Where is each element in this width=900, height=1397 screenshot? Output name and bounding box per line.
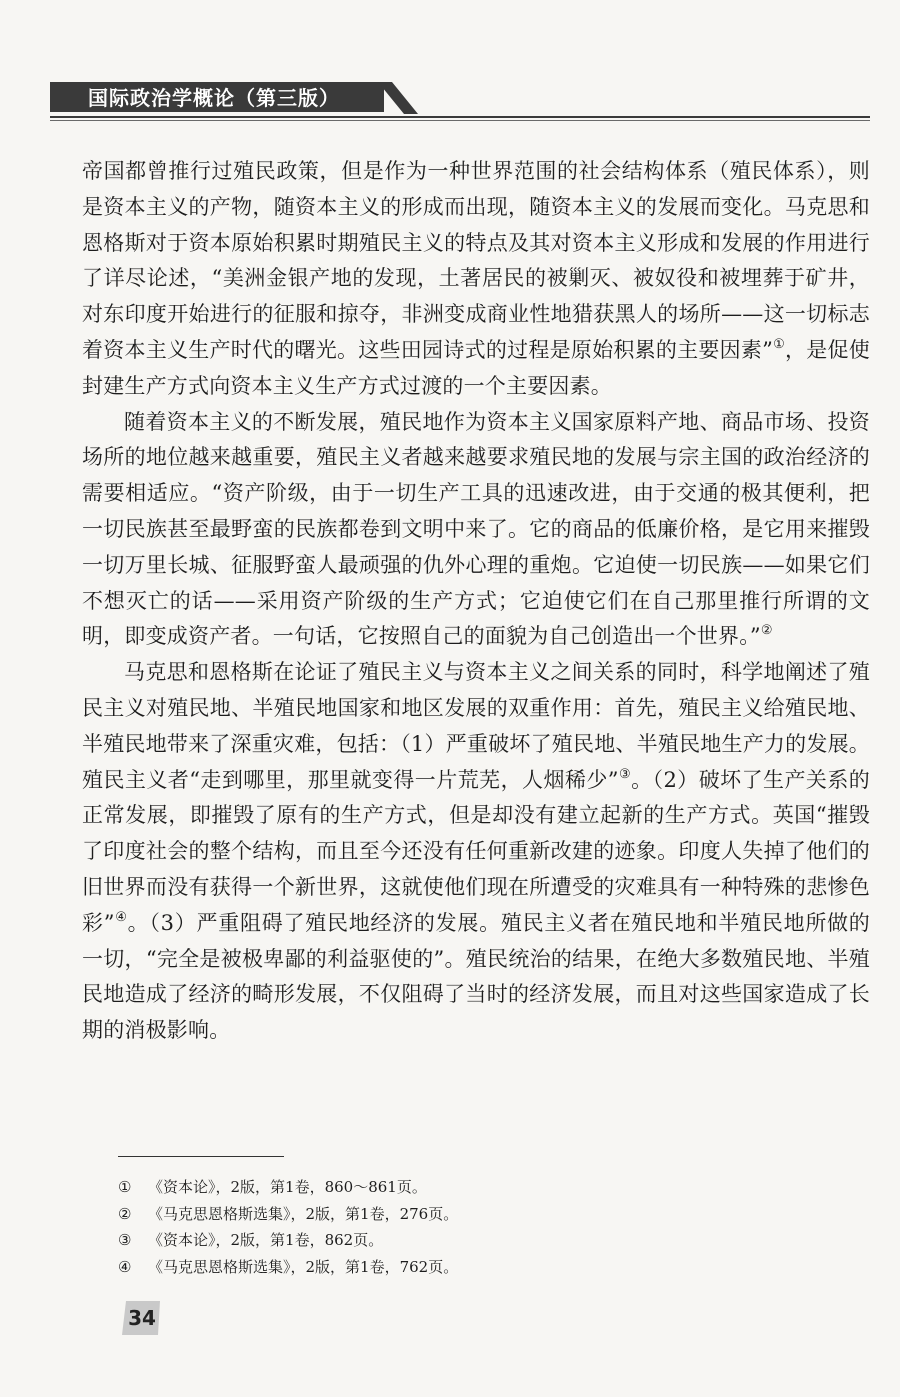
book-title: 国际政治学概论（第三版） xyxy=(88,86,340,110)
footnote-text: 《资本论》，2版，第1卷，860～861页。 xyxy=(148,1178,427,1196)
body-text xyxy=(82,154,870,1049)
footnote-ref: ③ xyxy=(618,766,632,782)
paragraph-text: 马克思和恩格斯在论证了殖民主义与资本主义之间关系的同时，科学地阐述了殖民主义对殖民地、半殖民地国家和地区发展的双重作用：首先，殖民主义给殖民地、半殖民地带来了深重灾难，包括：（1）严重破坏了殖民地、半殖民地生产力的发展。殖民主义者“走到哪里，那里就变得一片荒芜，人烟稀少” xyxy=(82,660,870,792)
footnotes xyxy=(118,1174,818,1280)
header-rule xyxy=(50,116,870,118)
footnote-text: 《资本论》，2版，第1卷，862页。 xyxy=(148,1231,384,1249)
footnote-separator xyxy=(118,1156,284,1157)
footnote-text: 《马克思恩格斯选集》，2版，第1卷，276页。 xyxy=(148,1204,459,1223)
paragraph-3 xyxy=(82,655,870,1049)
page-number: 34 xyxy=(128,1306,156,1330)
footnote-ref: ① xyxy=(773,336,786,352)
paragraph-2 xyxy=(82,405,870,656)
header-rule-thin xyxy=(50,120,870,121)
paragraph-text: 随着资本主义的不断发展，殖民地作为资本主义国家原料产地、商品市场、投资场所的地位越来越重要，殖民主义者越来越要求殖民地的发展与宗主国的政治经济的需要相适应。“资产阶级，由于一切生产工具的迅速改进，由于交通的极其便利，把一切民族甚至最野蛮的民族都卷到文明中来了。它的商品的低廉价格，是它用来摧毁一切万里长城、征服野蛮人最顽强的仇外心理的重炮。它迫使一切民族——如果它们不想灭亡的话——采用资产阶级的生产方式；它迫使它们在自己那里推行所谓的文明，即变成资产者。一句话，它按照自己的面貌为自己创造出一个世界。” xyxy=(82,409,870,649)
page-number-badge xyxy=(120,1299,164,1337)
footnote-item xyxy=(118,1227,818,1254)
footnote-mark: ② xyxy=(118,1204,132,1223)
footnote-item xyxy=(118,1201,818,1228)
paragraph-text: 。（2）破坏了生产关系的正常发展，即摧毁了原有的生产方式，但是却没有建立起新的生产方式。英国“摧毁了印度社会的整个结构，而且至今还没有任何重新改建的迹象。印度人失掉了他们的旧世界而没有获得一个新世界，这就使他们现在所遭受的灾难具有一种特殊的悲惨色彩” xyxy=(82,767,871,935)
footnote-ref: ④ xyxy=(114,909,128,925)
paragraph-text: 帝国都曾推行过殖民政策，但是作为一种世界范围的社会结构体系（殖民体系），则是资本主义的产物，随资本主义的形成而出现，随资本主义的发展而变化。马克思和恩格斯对于资本原始积累时期殖民主义的特点及其对资本主义形成和发展的作用进行了详尽论述，“美洲金银产地的发现，土著居民的被剿灭、被奴役和被埋葬于矿井，对东印度开始进行的征服和掠夺，非洲变成商业性地猎获黑人的场所——这一切标志着资本主义生产时代的曙光。这些田园诗式的过程是原始积累的主要因素” xyxy=(82,159,870,362)
footnote-text: 《马克思恩格斯选集》，2版，第1卷，762页。 xyxy=(148,1257,459,1276)
footnote-ref: ② xyxy=(760,623,773,639)
paragraph-text: 。（3）严重阻碍了殖民地经济的发展。殖民主义者在殖民地和半殖民地所做的一切，“完全是被极卑鄙的利益驱使的”。殖民统治的结果，在绝大多数殖民地、半殖民地造成了经济的畸形发展，不仅阻碍了当时的经济发展，而且对这些国家造成了长期的消极影响。 xyxy=(82,910,871,1043)
footnote-item xyxy=(118,1174,818,1201)
footnote-mark: ③ xyxy=(118,1231,132,1249)
paragraph-text: ，是促使封建生产方式向资本主义生产方式过渡的一个主要因素。 xyxy=(82,337,870,398)
running-header xyxy=(50,78,870,122)
footnote-item xyxy=(118,1254,818,1281)
paragraph-1 xyxy=(82,154,870,405)
footnote-mark: ① xyxy=(118,1178,132,1196)
footnote-mark: ④ xyxy=(118,1257,132,1276)
